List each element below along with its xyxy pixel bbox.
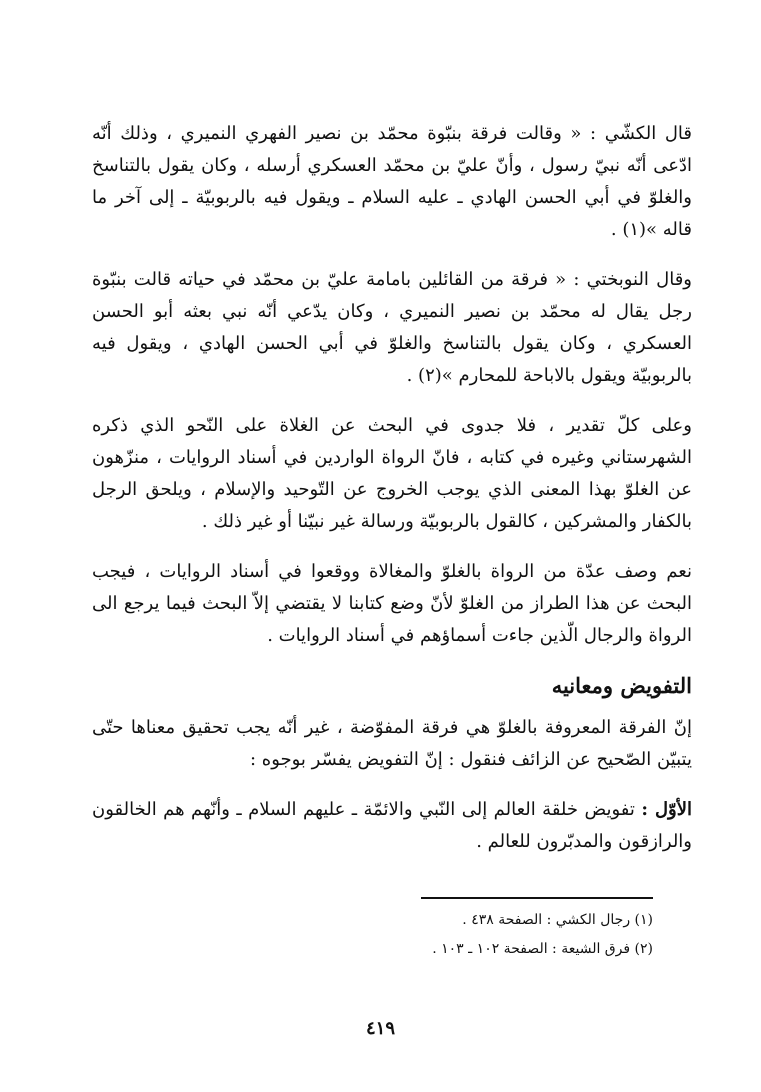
section-heading: التفويض ومعانيه bbox=[551, 673, 692, 698]
page-number: ٤١٩ bbox=[365, 1018, 395, 1039]
first-point-lead: الأوّل : bbox=[641, 799, 692, 820]
page-body bbox=[92, 118, 692, 876]
paragraph-first-meaning bbox=[92, 794, 692, 858]
paragraph-shahrastani: وعلى كلّ تقدير ، فلا جدوى في البحث عن الغلاة على النّحو الذي ذكره الشهرستاني وغيره في كتابه ، فانّ الرواة الواردين في أسناد الروايات ، منزّهون عن الغلوّ بهذا المعنى الذي يوجب الخروج عن التّوحيد والإسلام ، ويلحق الرجل بالكفار والمشركين ، كالقول بالربوبيّة ورسالة غير نبيّنا أو غير ذلك . bbox=[92, 415, 692, 532]
first-point-text: تفويض خلقة العالم إلى النّبي والائمّة ـ عليهم السلام ـ وأنّهم هم الخالقون والرازقون والمدبّرون للعالم . bbox=[92, 799, 692, 852]
footnote-2: (٢) فرق الشيعة : الصفحة ١٠٢ ـ ١٠٣ . bbox=[432, 941, 653, 957]
paragraph-ruwat: نعم وصف عدّة من الرواة بالغلوّ والمغالاة ووقعوا في أسناد الروايات ، فيجب البحث عن هذا الطراز من الغلوّ لأنّ وضع كتابنا لا يقتضي إلاّ البحث فيما يرجع الى الرواة والرجال الّذين جاءت أسماؤهم في أسناد الروايات . bbox=[92, 561, 693, 646]
paragraph-nawbakhti: وقال النوبختي : « فرقة من القائلين بامامة عليّ بن محمّد في حياته قالت بنبّوة رجل يقال له محمّد بن نصير النميري ، وكان يدّعي أنّه نبي بعثه أبو الحسن العسكري ، وكان يقول بالتناسخ والغلوّ في أبي الحسن الهادي ، ويقول فيه بالربوبيّة ويقول بالاباحة للمحارم »(٢) . bbox=[92, 269, 692, 386]
paragraph-kashshi: قال الكشّي : « وقالت فرقة بنبّوة محمّد بن نصير الفهري النميري ، وذلك أنّه ادّعى أنّه نبيّ رسول ، وأنّ عليّ بن محمّد العسكري أرسله ، وكان يقول بالتناسخ والغلوّ في أبي الحسن الهادي ـ عليه السلام ـ ويقول فيه بالربوبيّة ـ إلى آخر ما قاله »(١) . bbox=[92, 123, 692, 240]
paragraph-mufawwida: إنّ الفرقة المعروفة بالغلوّ هي فرقة المفوّضة ، غير أنّه يجب تحقيق معناها حتّى يتبيّن الصّحيح عن الزائف فنقول : إنّ التفويض يفسّر بوجوه : bbox=[92, 717, 692, 770]
footnote-1: (١) رجال الكشي : الصفحة ٤٣٨ . bbox=[462, 912, 653, 928]
footnote-divider bbox=[421, 897, 653, 899]
footnotes bbox=[300, 906, 653, 964]
